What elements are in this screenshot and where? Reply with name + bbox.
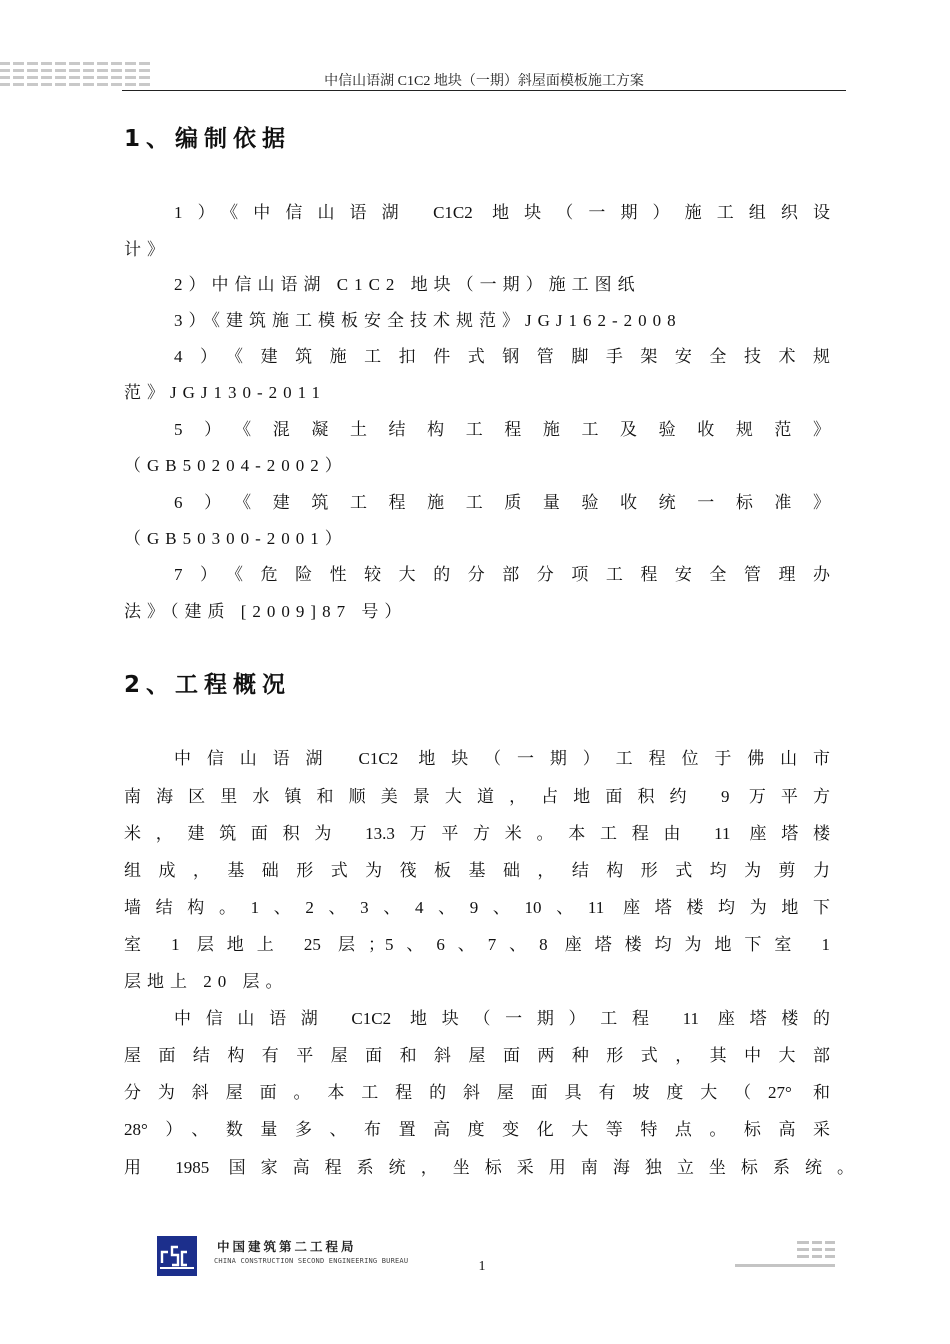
reference-line: 2）中信山语湖 C1C2 地块（一期）施工图纸: [174, 275, 641, 294]
reference-line: 7）《危险性较大的分部分项工程安全管理办: [174, 565, 830, 584]
reference-line: 5）《混凝土结构工程施工及验收规范》: [174, 420, 830, 439]
reference-line: 4）《建筑施工扣件式钢管脚手架安全技术规: [174, 347, 830, 366]
header-divider: [122, 90, 846, 91]
reference-line: （GB50300-2001）: [124, 529, 348, 548]
overview-line: 用 1985 国家高程系统，坐标采用南海独立坐标系统。: [124, 1158, 854, 1177]
section-2-heading: 2、工程概况: [124, 672, 292, 698]
section-1-heading: 1、编制依据: [124, 126, 292, 152]
reference-line: 计》: [124, 240, 170, 259]
overview-line: 中信山语湖 C1C2 地块（一期）工程 11 座塔楼的: [174, 1009, 830, 1028]
reference-line: 6）《建筑工程施工质量验收统一标准》: [174, 493, 830, 512]
overview-line: 南海区里水镇和顺美景大道，占地面积约 9 万平方: [124, 787, 830, 806]
reference-line: 3）《建筑施工模板安全技术规范》JGJ162-2008: [174, 311, 682, 330]
overview-line: 组成，基础形式为筏板基础，结构形式均为剪力: [124, 861, 830, 880]
overview-line: 墙结构。1、2、3、4、9、10、11 座塔楼均为地下: [124, 898, 830, 917]
overview-line: 屋面结构有平屋面和斜屋面两种形式，其中大部: [124, 1046, 830, 1065]
page-number: 1: [478, 1259, 486, 1274]
cscec-logo-icon: [157, 1236, 197, 1276]
reference-line: 范》JGJ130-2011: [124, 383, 327, 402]
footer-company-name-en: CHINA CONSTRUCTION SECOND ENGINEERING BUREAU: [214, 1257, 409, 1265]
overview-line: 层地上 20 层。: [124, 972, 289, 991]
reference-line: （GB50204-2002）: [124, 456, 348, 475]
overview-line: 室 1 层地上 25 层；5、6、7、8 座塔楼均为地下室 1: [124, 935, 830, 954]
overview-line: 米，建筑面积为 13.3万平方米。本工程由 11 座塔楼: [124, 824, 830, 843]
footer-company-name: 中国建筑第二工程局: [217, 1239, 357, 1254]
page-header-title: 中信山语湖 C1C2 地块（一期）斜屋面模板施工方案: [324, 74, 644, 89]
overview-line: 28°）、数量多、布置高度变化大等特点。标高采: [124, 1120, 830, 1139]
reference-line: 1）《中信山语湖 C1C2 地块（一期）施工组织设: [174, 203, 830, 222]
overview-line: 分为斜屋面。本工程的斜屋面具有坡度大（27° 和: [124, 1083, 830, 1102]
overview-line: 中信山语湖 C1C2 地块（一期）工程位于佛山市: [174, 749, 830, 768]
reference-line: 法》（建质 [2009]87 号）: [124, 602, 408, 621]
footer-decoration-icon: [735, 1238, 840, 1270]
